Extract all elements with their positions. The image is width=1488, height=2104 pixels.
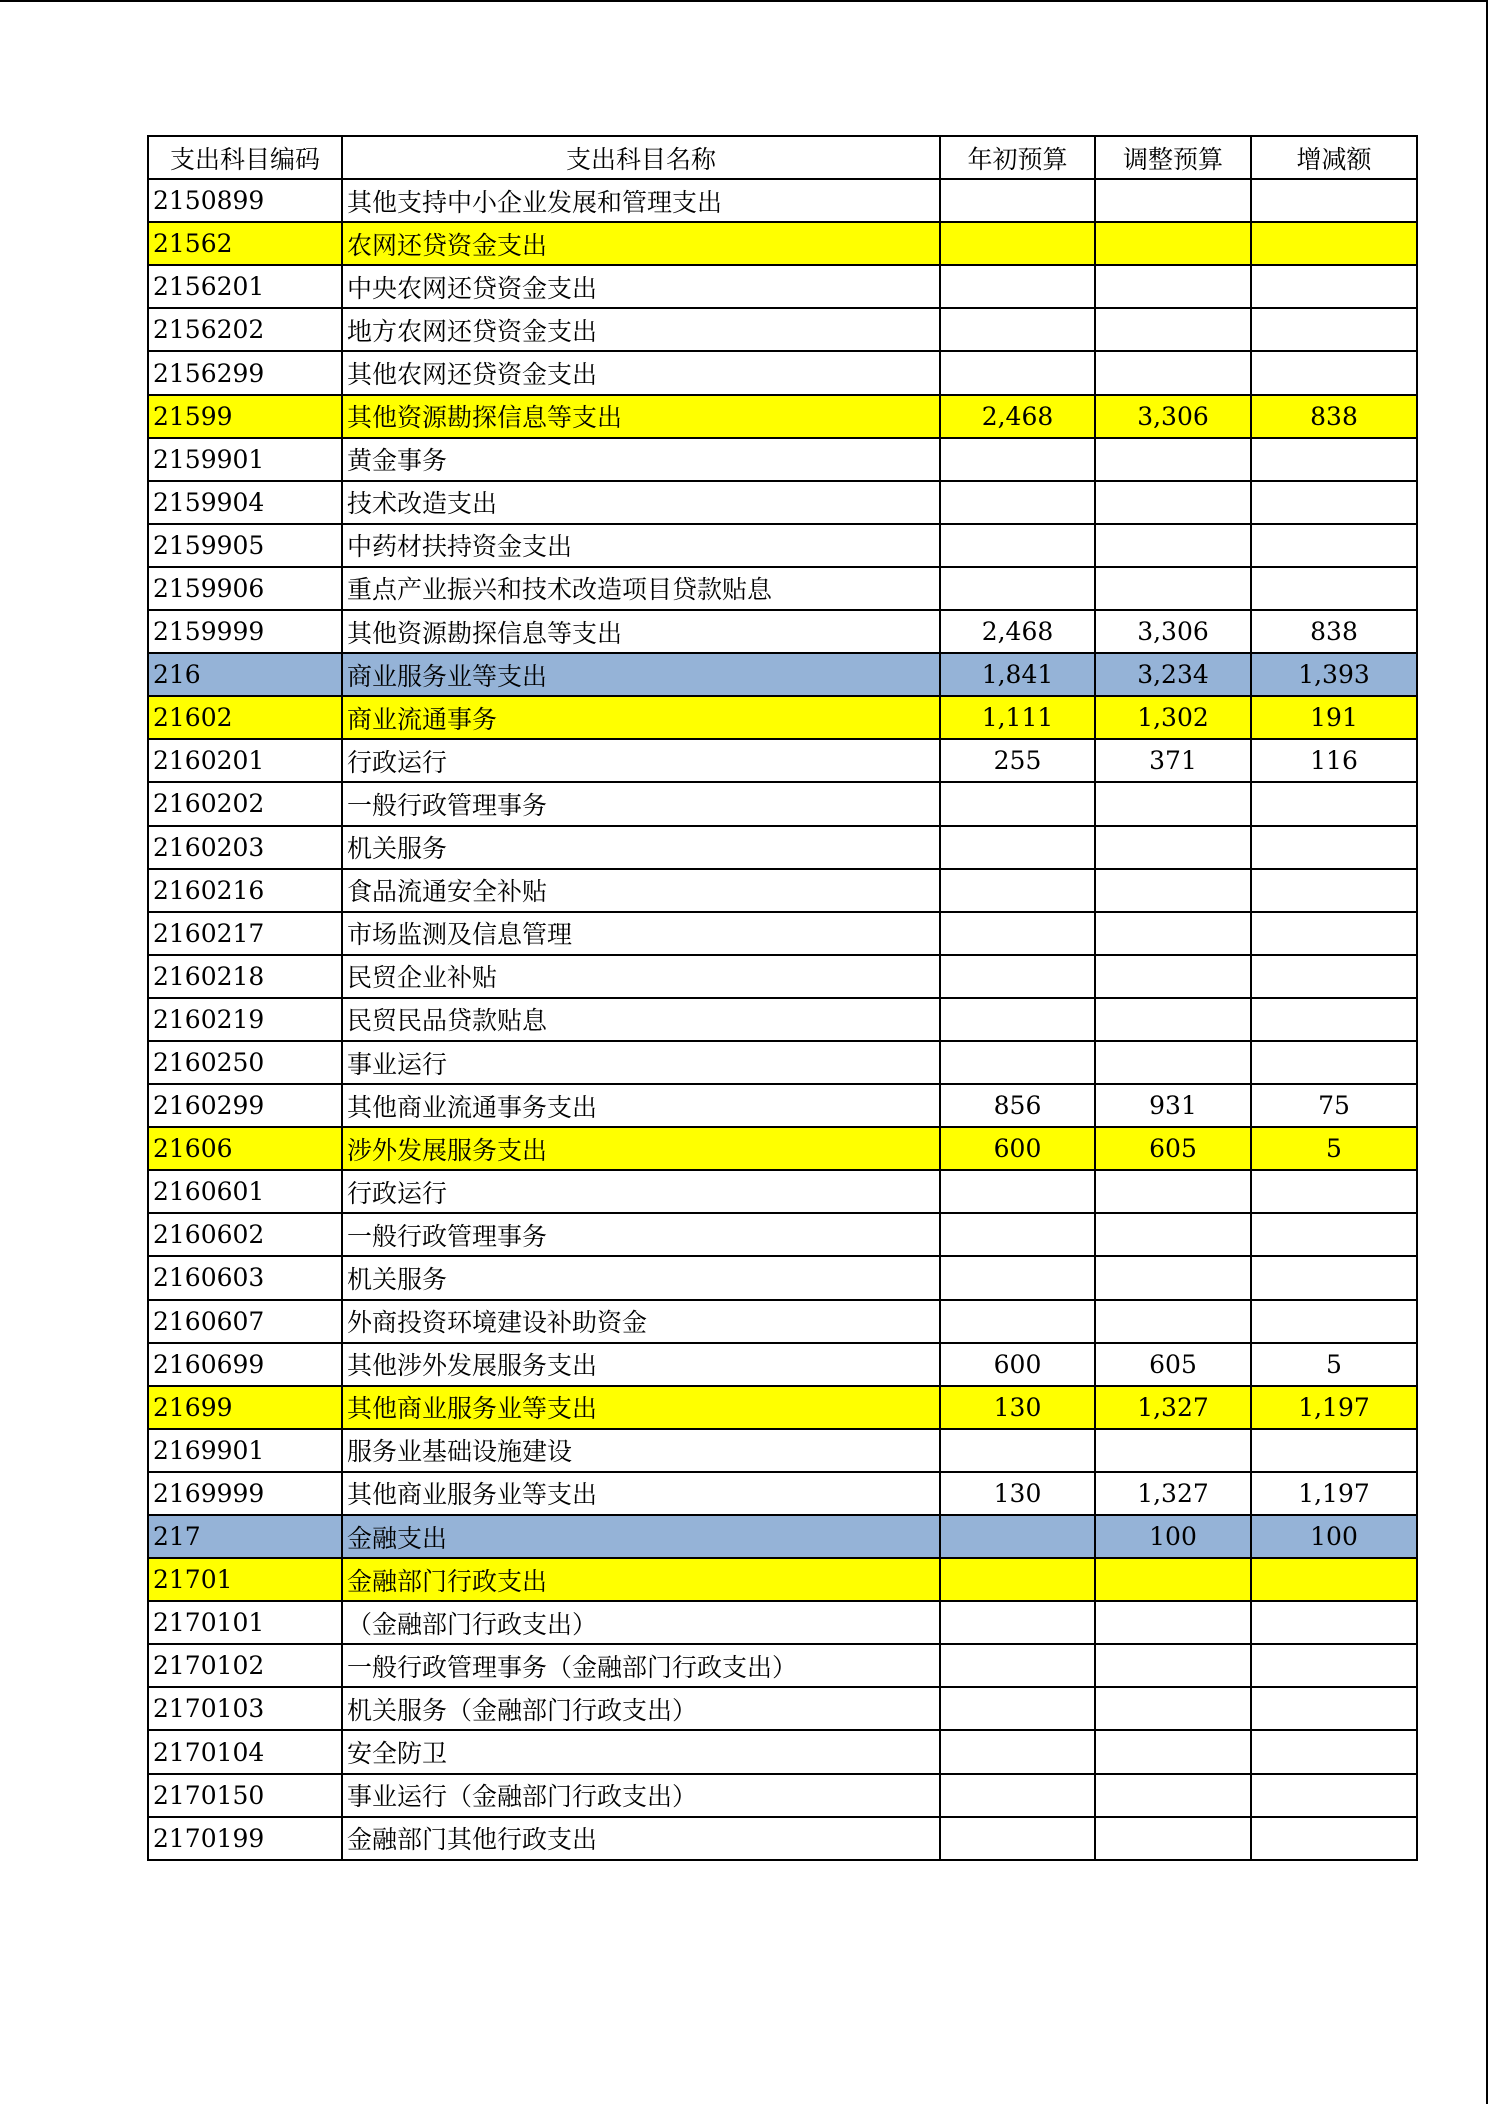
cell-code: 2159901	[148, 438, 342, 481]
cell-name: 食品流通安全补贴	[342, 869, 940, 912]
page-border-top	[0, 0, 1488, 2]
cell-initial-budget	[940, 869, 1095, 912]
cell-initial-budget	[940, 1687, 1095, 1730]
cell-name: 金融部门行政支出	[342, 1558, 940, 1601]
cell-change: 5	[1251, 1343, 1417, 1386]
cell-name: 一般行政管理事务	[342, 782, 940, 825]
table-row	[148, 1256, 1417, 1299]
cell-name: 农网还贷资金支出	[342, 222, 940, 265]
table-row	[148, 1041, 1417, 1084]
cell-code: 2156202	[148, 308, 342, 351]
cell-adjusted-budget	[1095, 524, 1251, 567]
cell-name: 其他农网还贷资金支出	[342, 351, 940, 394]
cell-initial-budget	[940, 308, 1095, 351]
cell-code: 2160203	[148, 826, 342, 869]
cell-change	[1251, 1644, 1417, 1687]
cell-change: 1,197	[1251, 1386, 1417, 1429]
cell-adjusted-budget	[1095, 351, 1251, 394]
cell-adjusted-budget	[1095, 1256, 1251, 1299]
cell-change	[1251, 1256, 1417, 1299]
cell-adjusted-budget: 3,306	[1095, 395, 1251, 438]
cell-adjusted-budget	[1095, 912, 1251, 955]
cell-code: 2160201	[148, 739, 342, 782]
cell-initial-budget	[940, 1429, 1095, 1472]
cell-adjusted-budget	[1095, 826, 1251, 869]
cell-adjusted-budget	[1095, 567, 1251, 610]
cell-name: 中央农网还贷资金支出	[342, 265, 940, 308]
table-row	[148, 395, 1417, 438]
table-row	[148, 1687, 1417, 1730]
cell-initial-budget	[940, 265, 1095, 308]
table-row	[148, 653, 1417, 696]
cell-name: 外商投资环境建设补助资金	[342, 1300, 940, 1343]
cell-initial-budget: 856	[940, 1084, 1095, 1127]
cell-name: 安全防卫	[342, 1730, 940, 1773]
cell-code: 2160603	[148, 1256, 342, 1299]
cell-name: 金融部门其他行政支出	[342, 1817, 940, 1860]
cell-change	[1251, 265, 1417, 308]
cell-change	[1251, 222, 1417, 265]
table-row	[148, 524, 1417, 567]
cell-change	[1251, 869, 1417, 912]
cell-change	[1251, 998, 1417, 1041]
cell-name: 事业运行（金融部门行政支出）	[342, 1774, 940, 1817]
cell-change	[1251, 1429, 1417, 1472]
cell-change	[1251, 1300, 1417, 1343]
cell-initial-budget: 130	[940, 1472, 1095, 1515]
table-body	[148, 179, 1417, 1860]
cell-code: 216	[148, 653, 342, 696]
cell-name: 其他支持中小企业发展和管理支出	[342, 179, 940, 222]
table-row	[148, 1515, 1417, 1558]
cell-name: 市场监测及信息管理	[342, 912, 940, 955]
cell-adjusted-budget	[1095, 1774, 1251, 1817]
cell-code: 2169901	[148, 1429, 342, 1472]
cell-name: 一般行政管理事务（金融部门行政支出）	[342, 1644, 940, 1687]
cell-name: 金融支出	[342, 1515, 940, 1558]
cell-change	[1251, 1041, 1417, 1084]
cell-initial-budget	[940, 1300, 1095, 1343]
cell-initial-budget	[940, 998, 1095, 1041]
cell-initial-budget	[940, 1213, 1095, 1256]
cell-code: 2160218	[148, 955, 342, 998]
cell-initial-budget	[940, 1601, 1095, 1644]
cell-name: 其他商业服务业等支出	[342, 1472, 940, 1515]
cell-code: 2170102	[148, 1644, 342, 1687]
cell-code: 217	[148, 1515, 342, 1558]
cell-name: 民贸企业补贴	[342, 955, 940, 998]
cell-change	[1251, 567, 1417, 610]
cell-change	[1251, 912, 1417, 955]
cell-initial-budget	[940, 826, 1095, 869]
cell-adjusted-budget	[1095, 1601, 1251, 1644]
cell-name: 行政运行	[342, 739, 940, 782]
cell-adjusted-budget: 931	[1095, 1084, 1251, 1127]
cell-code: 2156201	[148, 265, 342, 308]
cell-adjusted-budget	[1095, 998, 1251, 1041]
cell-change	[1251, 1730, 1417, 1773]
cell-code: 2170199	[148, 1817, 342, 1860]
header-initial-budget: 年初预算	[940, 136, 1095, 179]
table-row	[148, 1601, 1417, 1644]
table-row	[148, 222, 1417, 265]
cell-initial-budget	[940, 524, 1095, 567]
table-row	[148, 1644, 1417, 1687]
cell-change	[1251, 308, 1417, 351]
cell-initial-budget: 130	[940, 1386, 1095, 1429]
table-row	[148, 610, 1417, 653]
table-row	[148, 826, 1417, 869]
table-row	[148, 912, 1417, 955]
cell-adjusted-budget	[1095, 1687, 1251, 1730]
cell-change	[1251, 1774, 1417, 1817]
cell-initial-budget: 2,468	[940, 395, 1095, 438]
cell-initial-budget	[940, 481, 1095, 524]
cell-adjusted-budget: 1,327	[1095, 1472, 1251, 1515]
cell-initial-budget	[940, 1644, 1095, 1687]
table-row	[148, 1817, 1417, 1860]
header-change: 增减额	[1251, 136, 1417, 179]
cell-change	[1251, 1687, 1417, 1730]
cell-code: 2159905	[148, 524, 342, 567]
cell-change: 1,393	[1251, 653, 1417, 696]
cell-change: 1,197	[1251, 1472, 1417, 1515]
table-header-row	[148, 136, 1417, 179]
cell-name: 其他资源勘探信息等支出	[342, 395, 940, 438]
cell-change	[1251, 438, 1417, 481]
table-row	[148, 955, 1417, 998]
cell-code: 2170104	[148, 1730, 342, 1773]
cell-name: 地方农网还贷资金支出	[342, 308, 940, 351]
table-row	[148, 179, 1417, 222]
cell-initial-budget	[940, 222, 1095, 265]
table-row	[148, 1300, 1417, 1343]
cell-change	[1251, 782, 1417, 825]
cell-change	[1251, 955, 1417, 998]
cell-change: 838	[1251, 395, 1417, 438]
cell-name: 事业运行	[342, 1041, 940, 1084]
cell-adjusted-budget	[1095, 308, 1251, 351]
cell-code: 2159906	[148, 567, 342, 610]
cell-name: 商业流通事务	[342, 696, 940, 739]
cell-change: 116	[1251, 739, 1417, 782]
cell-code: 2170101	[148, 1601, 342, 1644]
cell-code: 2160601	[148, 1170, 342, 1213]
cell-adjusted-budget: 371	[1095, 739, 1251, 782]
cell-code: 21606	[148, 1127, 342, 1170]
cell-code: 2160250	[148, 1041, 342, 1084]
table-row	[148, 438, 1417, 481]
cell-initial-budget	[940, 1515, 1095, 1558]
cell-change	[1251, 826, 1417, 869]
cell-name: 服务业基础设施建设	[342, 1429, 940, 1472]
cell-change	[1251, 1213, 1417, 1256]
cell-name: 其他商业流通事务支出	[342, 1084, 940, 1127]
cell-initial-budget	[940, 1256, 1095, 1299]
cell-initial-budget: 1,111	[940, 696, 1095, 739]
cell-adjusted-budget	[1095, 1213, 1251, 1256]
cell-code: 2160217	[148, 912, 342, 955]
cell-code: 2160219	[148, 998, 342, 1041]
cell-code: 21701	[148, 1558, 342, 1601]
cell-adjusted-budget	[1095, 782, 1251, 825]
cell-code: 2160602	[148, 1213, 342, 1256]
cell-code: 2160699	[148, 1343, 342, 1386]
cell-initial-budget	[940, 1730, 1095, 1773]
cell-adjusted-budget: 3,234	[1095, 653, 1251, 696]
table-row	[148, 696, 1417, 739]
cell-change: 191	[1251, 696, 1417, 739]
cell-code: 2160299	[148, 1084, 342, 1127]
cell-name: 中药材扶持资金支出	[342, 524, 940, 567]
table-row	[148, 567, 1417, 610]
cell-code: 2170150	[148, 1774, 342, 1817]
cell-code: 2156299	[148, 351, 342, 394]
cell-adjusted-budget	[1095, 869, 1251, 912]
cell-adjusted-budget	[1095, 955, 1251, 998]
cell-change	[1251, 481, 1417, 524]
cell-change	[1251, 1601, 1417, 1644]
cell-adjusted-budget	[1095, 1558, 1251, 1601]
cell-adjusted-budget	[1095, 1041, 1251, 1084]
cell-initial-budget: 600	[940, 1127, 1095, 1170]
cell-code: 2159904	[148, 481, 342, 524]
table-row	[148, 481, 1417, 524]
cell-code: 21562	[148, 222, 342, 265]
cell-change	[1251, 1170, 1417, 1213]
cell-code: 2150899	[148, 179, 342, 222]
cell-change: 100	[1251, 1515, 1417, 1558]
table-row	[148, 1774, 1417, 1817]
cell-initial-budget: 255	[940, 739, 1095, 782]
cell-adjusted-budget	[1095, 1817, 1251, 1860]
cell-code: 21599	[148, 395, 342, 438]
cell-code: 2159999	[148, 610, 342, 653]
table-row	[148, 1472, 1417, 1515]
cell-change: 5	[1251, 1127, 1417, 1170]
cell-adjusted-budget	[1095, 481, 1251, 524]
cell-adjusted-budget	[1095, 179, 1251, 222]
table-row	[148, 1127, 1417, 1170]
cell-name: 技术改造支出	[342, 481, 940, 524]
cell-initial-budget: 1,841	[940, 653, 1095, 696]
cell-adjusted-budget	[1095, 438, 1251, 481]
cell-change	[1251, 1817, 1417, 1860]
cell-initial-budget	[940, 1041, 1095, 1084]
table-row	[148, 351, 1417, 394]
cell-name: 机关服务	[342, 1256, 940, 1299]
cell-code: 2170103	[148, 1687, 342, 1730]
header-adjusted-budget: 调整预算	[1095, 136, 1251, 179]
cell-adjusted-budget	[1095, 265, 1251, 308]
cell-initial-budget	[940, 1170, 1095, 1213]
header-name: 支出科目名称	[342, 136, 940, 179]
cell-code: 21699	[148, 1386, 342, 1429]
cell-name: 其他商业服务业等支出	[342, 1386, 940, 1429]
table-row	[148, 739, 1417, 782]
cell-initial-budget: 2,468	[940, 610, 1095, 653]
cell-adjusted-budget: 1,327	[1095, 1386, 1251, 1429]
cell-change	[1251, 1558, 1417, 1601]
table-row	[148, 265, 1417, 308]
budget-table	[147, 135, 1418, 1861]
cell-initial-budget	[940, 912, 1095, 955]
cell-initial-budget: 600	[940, 1343, 1095, 1386]
cell-adjusted-budget: 605	[1095, 1127, 1251, 1170]
cell-name: 黄金事务	[342, 438, 940, 481]
table-row	[148, 1429, 1417, 1472]
cell-initial-budget	[940, 1817, 1095, 1860]
cell-adjusted-budget	[1095, 1730, 1251, 1773]
cell-adjusted-budget	[1095, 222, 1251, 265]
cell-adjusted-budget	[1095, 1170, 1251, 1213]
table-row	[148, 1343, 1417, 1386]
table-row	[148, 1730, 1417, 1773]
table-row	[148, 1558, 1417, 1601]
header-code: 支出科目编码	[148, 136, 342, 179]
cell-name: 民贸民品贷款贴息	[342, 998, 940, 1041]
cell-code: 2160607	[148, 1300, 342, 1343]
cell-change: 838	[1251, 610, 1417, 653]
cell-name: 行政运行	[342, 1170, 940, 1213]
table-row	[148, 998, 1417, 1041]
cell-name: 商业服务业等支出	[342, 653, 940, 696]
cell-name: 其他资源勘探信息等支出	[342, 610, 940, 653]
cell-initial-budget	[940, 1774, 1095, 1817]
table-row	[148, 782, 1417, 825]
table-row	[148, 1213, 1417, 1256]
cell-name: （金融部门行政支出）	[342, 1601, 940, 1644]
table-row	[148, 1170, 1417, 1213]
cell-name: 机关服务	[342, 826, 940, 869]
cell-name: 涉外发展服务支出	[342, 1127, 940, 1170]
cell-name: 一般行政管理事务	[342, 1213, 940, 1256]
cell-adjusted-budget: 100	[1095, 1515, 1251, 1558]
cell-change	[1251, 524, 1417, 567]
cell-name: 其他涉外发展服务支出	[342, 1343, 940, 1386]
cell-initial-budget	[940, 1558, 1095, 1601]
cell-adjusted-budget	[1095, 1300, 1251, 1343]
cell-change	[1251, 179, 1417, 222]
cell-adjusted-budget	[1095, 1429, 1251, 1472]
cell-code: 2160216	[148, 869, 342, 912]
cell-adjusted-budget: 3,306	[1095, 610, 1251, 653]
cell-initial-budget	[940, 782, 1095, 825]
cell-code: 21602	[148, 696, 342, 739]
table-row	[148, 869, 1417, 912]
cell-initial-budget	[940, 351, 1095, 394]
cell-adjusted-budget: 605	[1095, 1343, 1251, 1386]
cell-initial-budget	[940, 438, 1095, 481]
cell-code: 2169999	[148, 1472, 342, 1515]
table-row	[148, 308, 1417, 351]
cell-adjusted-budget	[1095, 1644, 1251, 1687]
table-row	[148, 1084, 1417, 1127]
cell-change	[1251, 351, 1417, 394]
cell-change: 75	[1251, 1084, 1417, 1127]
cell-adjusted-budget: 1,302	[1095, 696, 1251, 739]
cell-initial-budget	[940, 955, 1095, 998]
cell-name: 机关服务（金融部门行政支出）	[342, 1687, 940, 1730]
cell-initial-budget	[940, 179, 1095, 222]
cell-code: 2160202	[148, 782, 342, 825]
cell-initial-budget	[940, 567, 1095, 610]
cell-name: 重点产业振兴和技术改造项目贷款贴息	[342, 567, 940, 610]
table-row	[148, 1386, 1417, 1429]
